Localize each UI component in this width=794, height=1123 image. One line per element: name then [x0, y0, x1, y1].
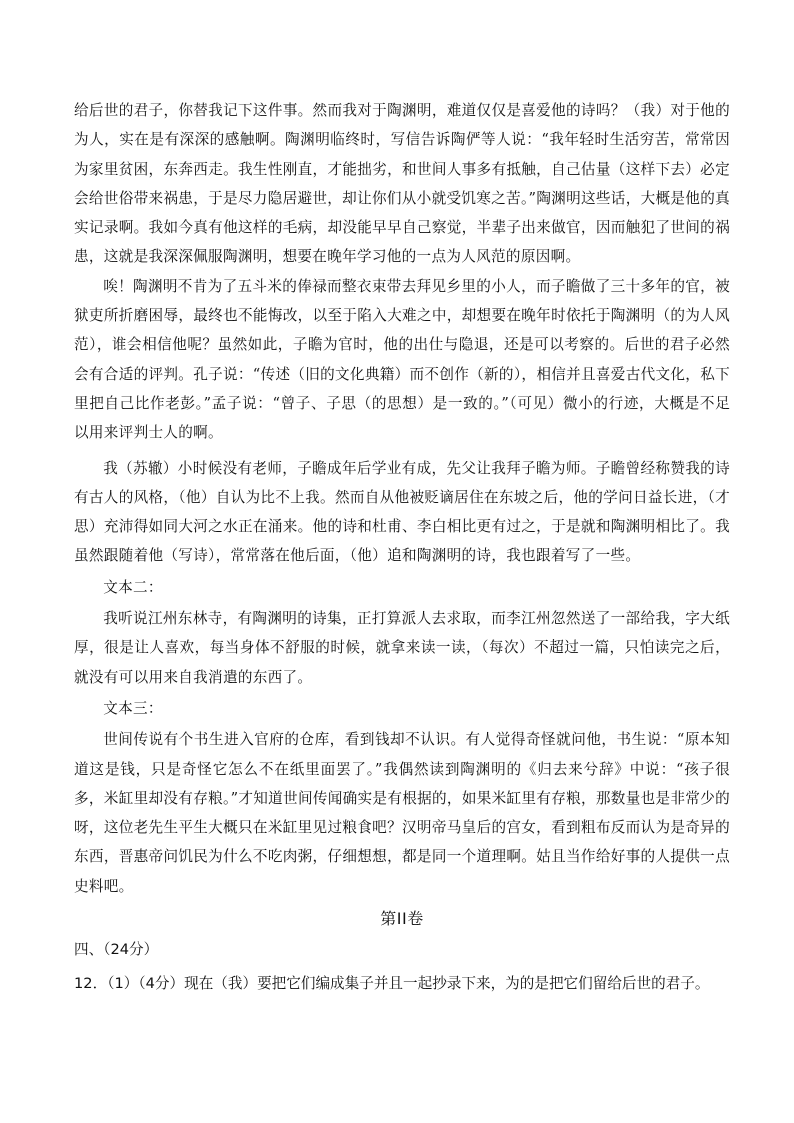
text2-label: 文本二： — [103, 578, 163, 596]
passage-paragraph-1: 给后世的君子，你替我记下这件事。然而我对于陶渊明，难道仅仅是喜爱他的诗吗？（我）对于他的为人，实在是有深深的感触啊。陶渊明临终时，写信告诉陶俨等人说：“我年轻时生活穷苦，常常因为家里贫困，东奔西走。我生性刚直，才能拙劣，和世间人事多有抵触，自己估量（这样下去）必定会给世俗带来祸患，于是尽力隐居避世，却让你们从小就受饥寒之苦。”陶渊明这些话，大概是他的真实记录啊。我如今真有他这样的毛病，却没能早早自己察觉，半辈子出来做官，因而触犯了世间的祸患，这就是我深深佩服陶渊明，想要在晚年学习他的一点为人风范的原因啊。 — [74, 102, 730, 266]
text3-label: 文本三： — [103, 699, 163, 717]
question-12-1: 12．（1）（4分）现在（我）要把它们编成集子并且一起抄录下来，为的是把它们留给后世的君子。 — [74, 975, 710, 993]
passage-paragraph-4: 我听说江州东林寺，有陶渊明的诗集，正打算派人去求取，而李江州忽然送了一部给我，字大纸厚，很是让人喜欢，每当身体不舒服的时候，就拿来读一读，（每次）不超过一篇，只怕读完之后，就没有可以用来自我消遣的东西了。 — [74, 610, 730, 686]
document-body — [74, 96, 730, 999]
passage-paragraph-3: 我（苏辙）小时候没有老师，子瞻成年后学业有成，先父让我拜子瞻为师。子瞻曾经称赞我的诗有古人的风格，（他）自认为比不上我。然而自从他被贬谪居住在东坡之后，他的学问日益长进，（才思）充沛得如同大河之水正在涌来。他的诗和杜甫、李白相比更有过之，于是就和陶渊明相比了。我虽然跟随着他（写诗），常常落在他后面，（他）追和陶渊明的诗，我也跟着写了一些。 — [74, 459, 730, 565]
passage-paragraph-2: 唉！陶渊明不肯为了五斗米的俸禄而整衣束带去拜见乡里的小人，而子瞻做了三十多年的官，被狱吏所折磨困辱，最终也不能悔改，以至于陷入大难之中，却想要在晚年时依托于陶渊明（的为人风范），谁会相信他呢？虽然如此，子瞻为官时，他的出仕与隐退，还是可以考察的。后世的君子必然会有合适的评判。孔子说：“传述（旧的文化典籍）而不创作（新的），相信并且喜爱古代文化，私下里把自己比作老彭。”孟子说：“曾子、子思（的思想）是一致的。”（可见）微小的行迹，大概是不足以用来评判士人的啊。 — [74, 277, 730, 442]
part-heading: 四、（24分） — [74, 941, 159, 959]
passage-paragraph-5: 世间传说有个书生进入官府的仓库，看到钱却不认识。有人觉得奇怪就问他，书生说：“原本知道这是钱，只是奇怪它怎么不在纸里面罢了。”我偶然读到陶渊明的《归去来兮辞》中说：“孩子很多，米缸里却没有存粮。”才知道世间传闻确实是有根据的，如果米缸里有存粮，那数量也是非常少的呀，这位老先生平生大概只在米缸里见过粮食吧？汉明帝马皇后的宫女，看到粗布反而认为是奇异的东西，晋惠帝问饥民为什么不吃肉粥，仔细想想，都是同一个道理啊。姑且当作给好事的人提供一点史料吧。 — [74, 731, 730, 895]
section-title: 第II卷 — [380, 909, 424, 929]
